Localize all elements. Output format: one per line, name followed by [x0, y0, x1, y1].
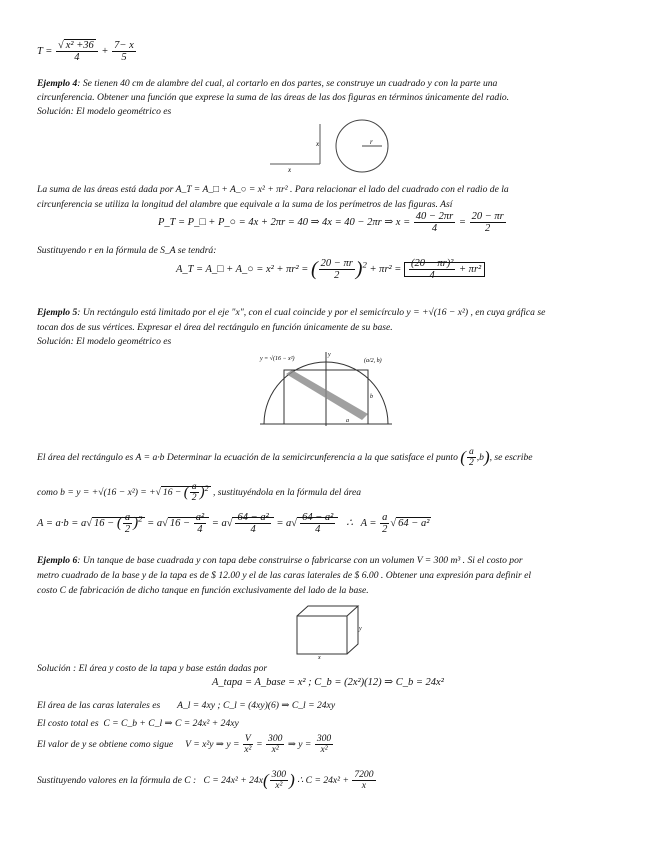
ex4-statement-line1	[37, 78, 497, 89]
ex4-figure	[258, 116, 398, 180]
numerator: 300	[268, 733, 283, 744]
radius-label: r	[370, 138, 373, 146]
fraction: $\frac{a}{2}$	[124, 512, 131, 536]
fraction	[319, 258, 355, 281]
eq-text: C = C_b + C_l ⇒ C = 24x² + 24xy	[103, 718, 239, 729]
boxed-result	[404, 258, 485, 282]
denominator: 4	[431, 223, 438, 235]
eq-text: C = 24x² + 24x	[203, 774, 263, 786]
perimeter-equation: P_T = P_□ + P_○ = 4x + 2πr = 40 ⇒ 4x = 40 − 2πr ⇒ x = $\frac{40 - 2\pi r}{4}$ = $\frac{20 - \pi r}{2}$	[158, 211, 504, 235]
eq-lhs: T =	[37, 45, 53, 57]
ex4-paragraph-line1	[37, 184, 509, 195]
numerator: 300	[316, 733, 332, 744]
text: : Se tienen 40 cm de alambre del cual, al cortarlo en dos partes, se construye un cuadrado y con la parte una	[77, 78, 498, 89]
numerator: 300	[271, 769, 287, 780]
text: , se escribe	[489, 451, 533, 463]
fraction	[243, 734, 253, 755]
denominator: 5	[121, 52, 127, 64]
eq-text: A =	[360, 517, 377, 529]
ex5-final-equation: A = a·b = a√ 16 − ( $\frac{a}{2}$ )$^2$ = a√ 16 − $\frac{\text{a²}}{4}$ = a√ $\frac{\text{64 − a²}}{4}$ = a√ $\frac{\text{64 − a²}}{4}$ ∴ A = $\frac{a}{2}$ √ 64 − a²	[37, 512, 430, 536]
denominator: x	[361, 780, 367, 792]
therefore: ∴	[346, 517, 353, 529]
example-label: Ejemplo 4	[37, 78, 78, 89]
ex6-eq5-line: Sustituyendo valores en la fórmula de C : C = 24x² + 24x( $\frac{300}{\text{x²}}$ ) ∴ C = 24x² + $\frac{7200}{x}$	[37, 769, 374, 792]
text: El área del rectángulo es A = a·b Determinar la ecuación de la semicircunferencia a la que satisface el punto	[37, 451, 458, 463]
numerator: 7200	[354, 769, 374, 780]
text: : Un rectángulo está limitado por el eje "x", con el cual coincide y por el semicírculo y = +√(16 − x²) , en cuya gráfica se	[77, 307, 546, 318]
denominator: 2	[485, 223, 491, 235]
fraction	[409, 258, 455, 281]
ex5-statement-line1	[37, 307, 545, 318]
height-label: y	[359, 626, 362, 632]
text: : Un tanque de base cuadrada y con tapa debe construirse o fabricarse con un volumen V = 300 m³ . Si el costo por	[77, 555, 523, 566]
fraction: $\frac{\text{64 − a²}}{4}$	[237, 512, 269, 536]
ex6-statement-line2: metro cuadrado de la base y de la tapa es de $ 12.00 y el de las caras laterales de $ 6.00 . Obtener una expresión para definir el	[37, 570, 532, 581]
fraction	[270, 770, 288, 791]
fraction	[467, 447, 476, 468]
numerator: 40 − 2πr	[415, 211, 454, 222]
side-label: x	[316, 140, 320, 148]
numerator: a	[468, 446, 474, 457]
denominator: 2	[382, 524, 388, 536]
eq-text: V = x²y ⇒ y =	[185, 738, 240, 750]
ex5-como-line: como b = y = +√(16 − x²) = +√ 16 − ( $\frac{a}{2}$ )$^2$ , sustituyéndola en la fórmula del área	[37, 481, 362, 504]
text: Sustituyendo valores en la fórmula de C :	[37, 774, 197, 786]
ex6-eq4-line: El valor de y se obtiene como sigue V = x²y ⇒ y = $\frac{V}{\text{x²}}$ = $\frac{300}{\text{x²}}$ ⇒ y = $\frac{300}{\text{x²}}$	[37, 733, 332, 756]
text: . Para relacionar el lado del cuadrado con el radio de la	[290, 184, 509, 195]
base-label: x	[318, 655, 321, 659]
area-equation: A_T = A_□ + A_○ = x² + πr² = ( $\frac{20 - \pi r}{2}$ )$^2$ + πr² = $\frac{\text{(20 − πr)²}}{4}$ + πr²	[176, 258, 485, 281]
text: El valor de y se obtiene como sigue	[37, 738, 174, 750]
example-label: Ejemplo 6	[37, 555, 78, 566]
radicand: x² +36	[65, 40, 94, 51]
cube-top	[297, 606, 358, 616]
denominator: 4	[429, 270, 435, 282]
base-label: a	[346, 418, 349, 424]
ex4-statement-line2: circunferencia. Obtener una función que exprese la suma de las áreas de las dos figuras en términos únicamente del radio.	[37, 92, 510, 103]
ex6-cube-figure	[294, 603, 364, 659]
denominator: 4	[74, 52, 80, 64]
ex6-eq3-line	[37, 718, 239, 729]
cube-side	[347, 606, 358, 654]
fraction	[470, 211, 506, 234]
y-label: y	[328, 352, 331, 358]
denominator: x²	[320, 744, 328, 756]
curve-label: y = √(16 − x²)	[260, 356, 295, 362]
text: , sustituyéndola en la fórmula del área	[213, 486, 362, 498]
ex6-eq2-line	[37, 700, 335, 711]
ex6-statement-line3: costo C de fabricación de dicho tanque en función exclusivamente del lado de la base.	[37, 585, 369, 596]
radicand: 64 − a²	[398, 517, 430, 529]
ex5-figure	[256, 348, 396, 430]
operator: +	[101, 45, 109, 57]
ex6-solution: Solución : El área y costo de la tapa y base están dadas por	[37, 663, 268, 674]
eq-text: A_l = 4xy ; C_l = (4xy)(6) ⇒ C_l = 24xy	[177, 700, 336, 711]
fraction: $\frac{a}{2}$	[191, 481, 197, 504]
fraction	[112, 40, 136, 63]
denominator: 2	[468, 457, 474, 469]
example-label: Ejemplo 5	[37, 307, 78, 318]
numerator: 7− x	[114, 40, 134, 51]
top-equation	[37, 40, 137, 63]
eq-text: ∴ C = 24x² +	[297, 774, 349, 786]
ex6-eq1: A_tapa = A_base = x² ; C_b = (2x²)(12) ⇒ C_b = 24x²	[212, 677, 444, 688]
diagonal-shading	[286, 370, 368, 420]
text: El área de las caras laterales es	[37, 700, 161, 711]
text: El costo total es	[37, 718, 99, 729]
fraction	[315, 734, 333, 755]
ex5-solution: Solución: El modelo geométrico es	[37, 336, 172, 347]
fraction	[380, 512, 389, 535]
numerator: V	[244, 733, 251, 744]
fraction	[414, 211, 455, 234]
ex5-area-line: El área del rectángulo es A = a·b Determinar la ecuación de la semicircunferencia a la que satisface el punto ( $\frac{a}{2}$ ,b), se escribe	[37, 446, 533, 469]
text: La suma de las áreas está dada por	[37, 184, 174, 195]
ex4-paragraph-line2: circunferencia se utiliza la longitud del alambre que equivale a la suma de los perímetros de las figuras. Así	[37, 199, 453, 210]
text: como b = y = +√(16 − x²) = +	[37, 486, 156, 498]
eq-text: + πr² =	[369, 263, 402, 275]
numerator: (20 − πr)²	[411, 258, 454, 269]
ex4-solution: Solución: El modelo geométrico es	[37, 106, 172, 117]
point-label: (a/2, b)	[364, 358, 382, 364]
denominator: x²	[271, 744, 279, 756]
denominator: x²	[275, 780, 283, 792]
eq-text: ⇒ y =	[287, 738, 312, 750]
ex5-statement-line2: tocan dos de sus vértices. Expresar el área del rectángulo en función únicamente de su base.	[37, 322, 393, 333]
denominator: 2	[334, 270, 340, 282]
base-label: x	[288, 166, 292, 174]
eq-text: P_T = P_□ + P_○ = 4x + 2πr = 40 ⇒ 4x = 40 − 2πr ⇒ x =	[158, 216, 411, 228]
numerator: 20 − πr	[471, 211, 504, 222]
fraction: $\frac{\text{64 − a²}}{4}$	[302, 512, 334, 536]
eq-text: A_T = A_□ + A_○ = x² + πr² =	[176, 263, 309, 275]
numerator: 20 − πr	[320, 258, 353, 269]
fraction	[266, 734, 284, 755]
ex4-substitution: Sustituyendo r en la fórmula de S_A se tendrá:	[37, 245, 217, 256]
cube-front	[297, 616, 347, 654]
area-sum-eq: A_T = A_□ + A_○ = x² + πr²	[175, 184, 288, 195]
fraction: $\frac{\text{a²}}{4}$	[195, 512, 205, 536]
fraction	[352, 770, 375, 791]
height-label: b	[370, 394, 373, 400]
fraction: $\frac{\text{√ x² +36}}{4}$	[56, 40, 98, 63]
ex6-statement-line1	[37, 555, 523, 566]
eq-text: A = a·b = a	[37, 517, 87, 529]
eq-text: + πr²	[458, 263, 482, 275]
denominator: x²	[244, 744, 252, 756]
numerator: a	[382, 512, 388, 523]
